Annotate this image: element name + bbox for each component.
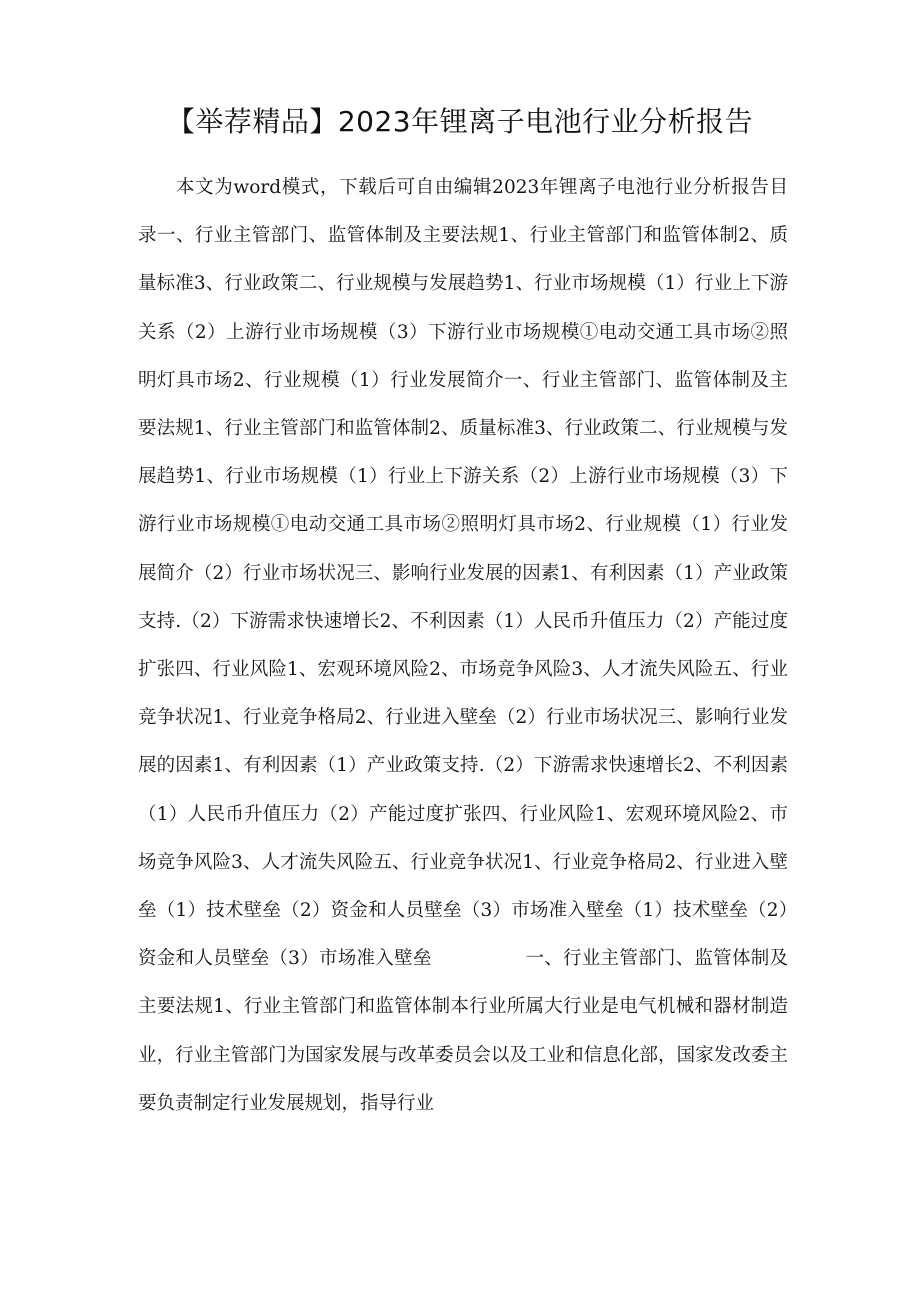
document-body-paragraph: 本文为word模式，下载后可自由编辑2023年锂离子电池行业分析报告目录一、行业主管部门、监管体制及主要法规1、行业主管部门和监管体制2、质量标准3、行业政策二、行业规模与发展趋势1、行业市场规模（1）行业上下游关系（2）上游行业市场规模（3）下游行业市场规模①电动交通工具市场②照明灯具市场2、行业规模（1）行业发展简介一、行业主管部门、监管体制及主要法规1、行业主管部门和监管体制2、质量标准3、行业政策二、行业规模与发展趋势1、行业市场规模（1）行业上下游关系（2）上游行业市场规模（3）下游行业市场规模①电动交通工具市场②照明灯具市场2、行业规模（1）行业发展简介（2）行业市场状况三、影响行业发展的因素1、有利因素（1）产业政策支持.（2）下游需求快速增长2、不利因素（1）人民币升值压力（2）产能过度扩张四、行业风险1、宏观环境风险2、市场竞争风险3、人才流失风险五、行业竞争状况1、行业竞争格局2、行业进入壁垒（2）行业市场状况三、影响行业发展的因素1、有利因素（1）产业政策支持.（2）下游需求快速增长2、不利因素（1）人民币升值压力（2）产能过度扩张四、行业风险1、宏观环境风险2、市场竞争风险3、人才流失风险五、行业竞争状况1、行业竞争格局2、行业进入壁垒（1）技术壁垒（2）资金和人员壁垒（3）市场准入壁垒（1）技术壁垒（2）资金和人员壁垒（3）市场准入壁垒 一、行业主管部门、监管体制及主要法规1、行业主管部门和监管体制本行业所属大行业是电气机械和器材制造业，行业主管部门为国家发展与改革委员会以及工业和信息化部，国家发改委主要负责制定行业发展规划，指导行业 [138,177,788,1114]
document-title: 【举荐精品】2023年锂离子电池行业分析报告 [166,105,754,138]
